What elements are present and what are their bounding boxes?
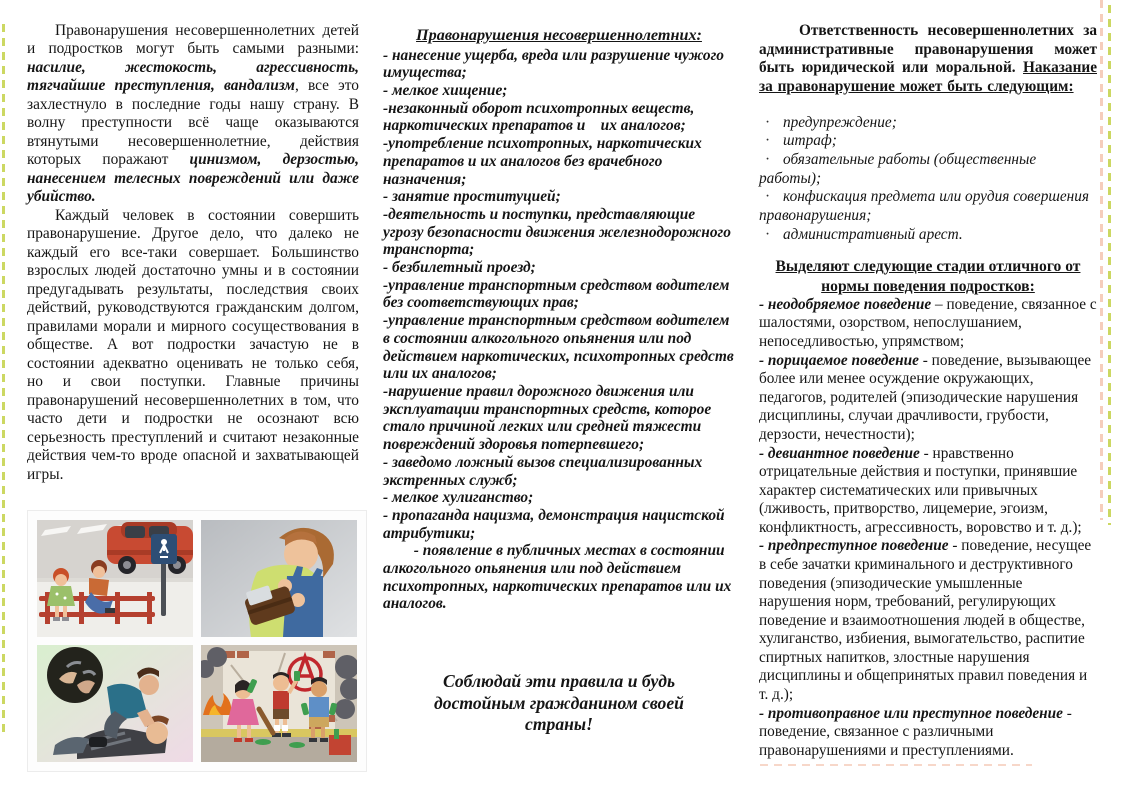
behavior-stages-heading: Выделяют следующие стадии отличного от нормы поведения подростков: bbox=[775, 258, 1081, 295]
offense-item: - мелкое хулиганство; bbox=[383, 489, 534, 507]
teens-graffiti-and-drinking-illustration bbox=[201, 645, 357, 762]
offense-item: - пропаганда нацизма, демонстрация нацистской атрибутики; bbox=[383, 506, 729, 542]
offenses-heading: Правонарушения несовершеннолетних: bbox=[416, 26, 702, 44]
bullet-dot: · bbox=[765, 150, 771, 168]
stage-definition: - нравственно отрицательные действия и поступки, принявшие характер систематических или привычных (лживость, притворство, лицемерие, эгоизм, конфликтность, агрессивность, воровство и т. д.); bbox=[759, 444, 1082, 536]
offense-item: -деятельность и поступки, представляющие угрозу безопасности движения железнодорожного транспорта; bbox=[383, 205, 735, 259]
offense-item: - мелкое хищение; bbox=[383, 82, 508, 100]
offenses-list bbox=[383, 46, 738, 614]
offense-item: -управление транспортным средством водителем без соответствующих прав; bbox=[383, 276, 734, 312]
offense-item: - занятие проституцией; bbox=[383, 188, 561, 206]
penalty-item bbox=[759, 188, 1097, 225]
boys-fighting-handcuffs-photo bbox=[37, 645, 193, 762]
penalty-text: штраф; bbox=[783, 132, 837, 150]
stage-definition: - поведение, связанное с различными правонарушениями и преступлениями. bbox=[759, 704, 1072, 759]
stage-item bbox=[759, 445, 1097, 538]
penalty-item bbox=[759, 114, 1097, 133]
offense-item: - безбилетный проезд; bbox=[383, 259, 536, 277]
intro-paragraph-2: Каждый человек в состоянии совершить правонарушение. Другое дело, что далеко не каждый его все-таки совершает. Большинство взрослых людей достаточно умны и в состоянии предугадывать результаты, последствия своих действий, руководствуются гражданским долгом, правилами морали и мирного сосуществования в обществе. А вот подростки зачастую не в состоянии адекватно оценивать не только себя, но и свои поступки. Главные причины правонарушений несовершеннолетних в том, что часто дети и подростки не осознают всю серьезность преступлений и считают незаконные действия чем-то вроде опасной и захватывающей игры. bbox=[27, 206, 359, 483]
stage-item bbox=[759, 537, 1097, 704]
offense-item: -незаконный оборот психотропных веществ, наркотических препаратов и их аналогов; bbox=[383, 99, 699, 135]
emphasis-run: цинизмом, дерзостью, нанесением телесных повреждений или даже убийство. bbox=[27, 151, 359, 206]
left-column bbox=[27, 22, 359, 794]
text-run: , все это захлестнуло в последние годы нашу страну. В волну преступности всё чаще оказываются втянутыми несовершеннолетние, действия которых поражают bbox=[27, 77, 359, 169]
stage-term: - порицаемое поведение bbox=[759, 351, 919, 369]
illustration-grid bbox=[27, 510, 367, 772]
underlined-run: Наказание за правонарушение может быть следующим: bbox=[759, 59, 1097, 95]
penalty-item bbox=[759, 132, 1097, 151]
text-run: Ответственность несовершеннолетних за административные правонарушения может быть юридической или моральной. bbox=[759, 22, 1097, 77]
bullet-dot: · bbox=[765, 188, 771, 206]
offense-item: - нанесение ущерба, вреда или разрушение чужого имущества; bbox=[383, 46, 728, 82]
stage-term: - девиантное поведение bbox=[759, 444, 920, 462]
penalty-text: предупреждение; bbox=[783, 113, 897, 131]
stage-item bbox=[759, 296, 1097, 352]
offense-item: - заведомо ложный вызов специализированных экстренных служб; bbox=[383, 453, 707, 489]
bullet-dot: · bbox=[765, 113, 771, 131]
penalties-list bbox=[759, 114, 1097, 245]
girl-taking-money-from-wallet-photo bbox=[201, 520, 357, 637]
closing-slogan: Соблюдай эти правила и будь достойным гражданином своей страны! bbox=[434, 671, 684, 735]
emphasis-run: насилие, жестокость, агрессивность, тягчайшие преступления, вандализм bbox=[27, 58, 359, 95]
text-run: Правонарушения несовершеннолетних детей и подростков могут быть самыми разными: bbox=[27, 22, 359, 58]
penalty-text: административный арест. bbox=[783, 225, 963, 243]
stage-definition: - поведение, вызывающее более или менее осуждение окружающих, педагогов, родителей (эпизодические нарушения дисциплины, случаи драчливости, грубости, дерзости, нечестности); bbox=[759, 351, 1092, 443]
stage-term: - неодобряемое поведение bbox=[759, 295, 932, 313]
handcuffs-inset bbox=[47, 647, 103, 703]
middle-column bbox=[383, 22, 738, 794]
responsibility-paragraph bbox=[759, 22, 1097, 97]
stage-definition: - поведение, несущее в себе зачатки криминального и деструктивного поведения (эпизодические умышленные нарушения норм, требований, регулирующих поведение и взаимоотношения людей в обществе, хулиганство, избиения, вымогательство, распитие спиртных напитков, злостные нарушения дисциплины и общепринятых правил поведения и т. д.); bbox=[759, 537, 1092, 704]
stage-definition: – поведение, связанное с шалостями, озорством, непослушанием, непоседливостью, упрямством; bbox=[759, 295, 1097, 351]
right-column bbox=[759, 22, 1097, 794]
stage-term: - противоправное или преступное поведение bbox=[759, 704, 1063, 722]
bullet-dot: · bbox=[765, 225, 771, 243]
penalty-item bbox=[759, 226, 1097, 245]
offense-item: -нарушение правил дорожного движения или эксплуатации транспортных средств, которое стало причиной легких или средней тяжести повреждений здоровья потерпевшего; bbox=[383, 382, 716, 454]
offense-item: - появление в публичных местах в состоянии алкогольного опьянения или под действием психотропных, наркотических препаратов или их аналогов. bbox=[383, 542, 736, 613]
stage-term: - предпреступное поведение bbox=[759, 537, 949, 555]
penalty-text: обязательные работы (общественные работы); bbox=[759, 150, 1037, 187]
penalty-text: конфискация предмета или орудия совершения правонарушения; bbox=[759, 188, 1090, 224]
behavior-stages-list bbox=[759, 296, 1097, 760]
penalty-item bbox=[759, 151, 1097, 188]
offense-item: -употребление психотропных, наркотических препаратов и их аналогов без врачебного назначения; bbox=[383, 135, 706, 188]
intro-paragraph-1 bbox=[27, 22, 359, 207]
bullet-dot: · bbox=[765, 132, 771, 150]
red-box bbox=[329, 735, 351, 755]
stage-item bbox=[759, 352, 1097, 445]
offense-item: -управление транспортным средством водителем в состоянии алкогольного опьянения или под действием наркотических, психотропных средств или их аналогов; bbox=[383, 312, 738, 383]
stage-item bbox=[759, 705, 1097, 761]
kids-climbing-road-fence-illustration bbox=[37, 520, 193, 637]
